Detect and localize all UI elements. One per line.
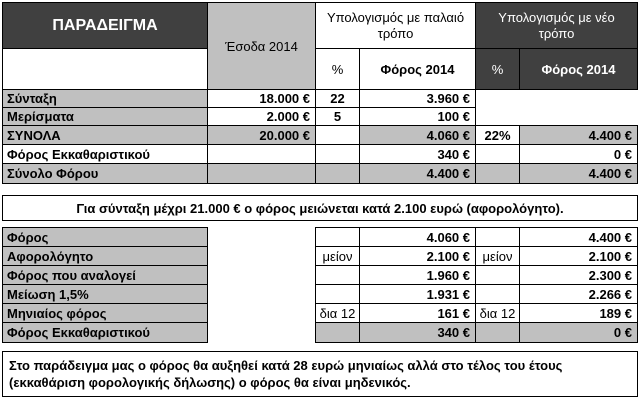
old-value-cell: 4.060 € — [359, 227, 476, 247]
old-pct-cell — [315, 144, 360, 164]
income-cell — [207, 144, 316, 164]
table-row-label: Μερίσματα — [2, 107, 208, 126]
old-operation-cell — [315, 322, 360, 343]
old-tax-header: Φόρος 2014 — [359, 48, 476, 90]
old-method-header: Υπολογισμός με παλαιό τρόπο — [315, 2, 476, 49]
old-value-cell: 2.100 € — [359, 246, 476, 266]
old-operation-cell: δια 12 — [315, 303, 360, 323]
conclusion-notice: Στο παράδειγμα μας ο φόρος θα αυξηθεί κατά 28 ευρώ μηνιαίως αλλά στο τέλος του έτους (εκκαθάριση φορολογικής δήλωσης) ο φόρος θα είναι μηδενικός. — [2, 351, 638, 397]
new-operation-cell — [475, 227, 520, 247]
new-method-header: Υπολογισμός με νέο τρόπο — [475, 2, 638, 49]
table-row-label: Φόρος που αναλογεί — [2, 265, 208, 285]
table-row-label: Φόρος Εκκαθαριστικού — [2, 144, 208, 164]
income-cell — [207, 163, 316, 184]
old-pct-cell — [315, 163, 360, 184]
old-pct-cell: 22 — [315, 89, 360, 108]
new-value-cell: 2.100 € — [519, 246, 638, 266]
old-tax-cell: 3.960 € — [359, 89, 476, 108]
new-tax-cell: 4.400 € — [519, 163, 638, 184]
table-row-label: Σύνολο Φόρου — [2, 163, 208, 184]
old-tax-cell: 100 € — [359, 107, 476, 126]
table-row-label: Φόρος Εκκαθαριστικού — [2, 322, 208, 343]
new-tax-cell: 4.400 € — [519, 125, 638, 145]
old-value-cell: 161 € — [359, 303, 476, 323]
new-pct-cell — [475, 144, 520, 164]
income-2014-header: Έσοδα 2014 — [207, 2, 316, 90]
new-value-cell: 2.266 € — [519, 284, 638, 304]
table-row-label: Φόρος — [2, 227, 208, 247]
old-value-cell: 340 € — [359, 322, 476, 343]
old-operation-cell — [315, 265, 360, 285]
old-tax-cell: 4.060 € — [359, 125, 476, 145]
old-operation-cell: μείον — [315, 246, 360, 266]
new-value-cell: 4.400 € — [519, 227, 638, 247]
table-row-label: Σύνταξη — [2, 89, 208, 108]
income-cell: 2.000 € — [207, 107, 316, 126]
example-title: ΠΑΡΑΔΕΙΓΜΑ — [2, 2, 208, 49]
new-tax-header: Φόρος 2014 — [519, 48, 638, 90]
table-row-label: Μηνιαίος φόρος — [2, 303, 208, 323]
old-value-cell: 1.960 € — [359, 265, 476, 285]
header-blank-cell — [2, 48, 208, 90]
old-operation-cell — [315, 284, 360, 304]
new-pct-header: % — [475, 48, 520, 90]
new-operation-cell — [475, 265, 520, 285]
new-operation-cell: μείον — [475, 246, 520, 266]
new-tax-cell: 0 € — [519, 144, 638, 164]
old-pct-header: % — [315, 48, 360, 90]
old-pct-cell: 5 — [315, 107, 360, 126]
new-pct-cell — [475, 163, 520, 184]
table-row-label: Αφορολόγητο — [2, 246, 208, 266]
new-operation-cell: δια 12 — [475, 303, 520, 323]
old-value-cell: 1.931 € — [359, 284, 476, 304]
old-pct-cell — [315, 125, 360, 145]
new-value-cell: 189 € — [519, 303, 638, 323]
income-cell: 18.000 € — [207, 89, 316, 108]
old-tax-cell: 340 € — [359, 144, 476, 164]
old-tax-cell: 4.400 € — [359, 163, 476, 184]
new-value-cell: 0 € — [519, 322, 638, 343]
new-operation-cell — [475, 284, 520, 304]
tax-free-notice: Για σύνταξη μέχρι 21.000 € ο φόρος μειώνεται κατά 2.100 ευρώ (αφορολόγητο). — [2, 195, 638, 221]
new-pct-cell: 22% — [475, 125, 520, 145]
income-cell: 20.000 € — [207, 125, 316, 145]
table-row-label: Μείωση 1,5% — [2, 284, 208, 304]
new-value-cell: 2.300 € — [519, 265, 638, 285]
old-operation-cell — [315, 227, 360, 247]
table-row-label: ΣΥΝΟΛΑ — [2, 125, 208, 145]
new-operation-cell — [475, 322, 520, 343]
